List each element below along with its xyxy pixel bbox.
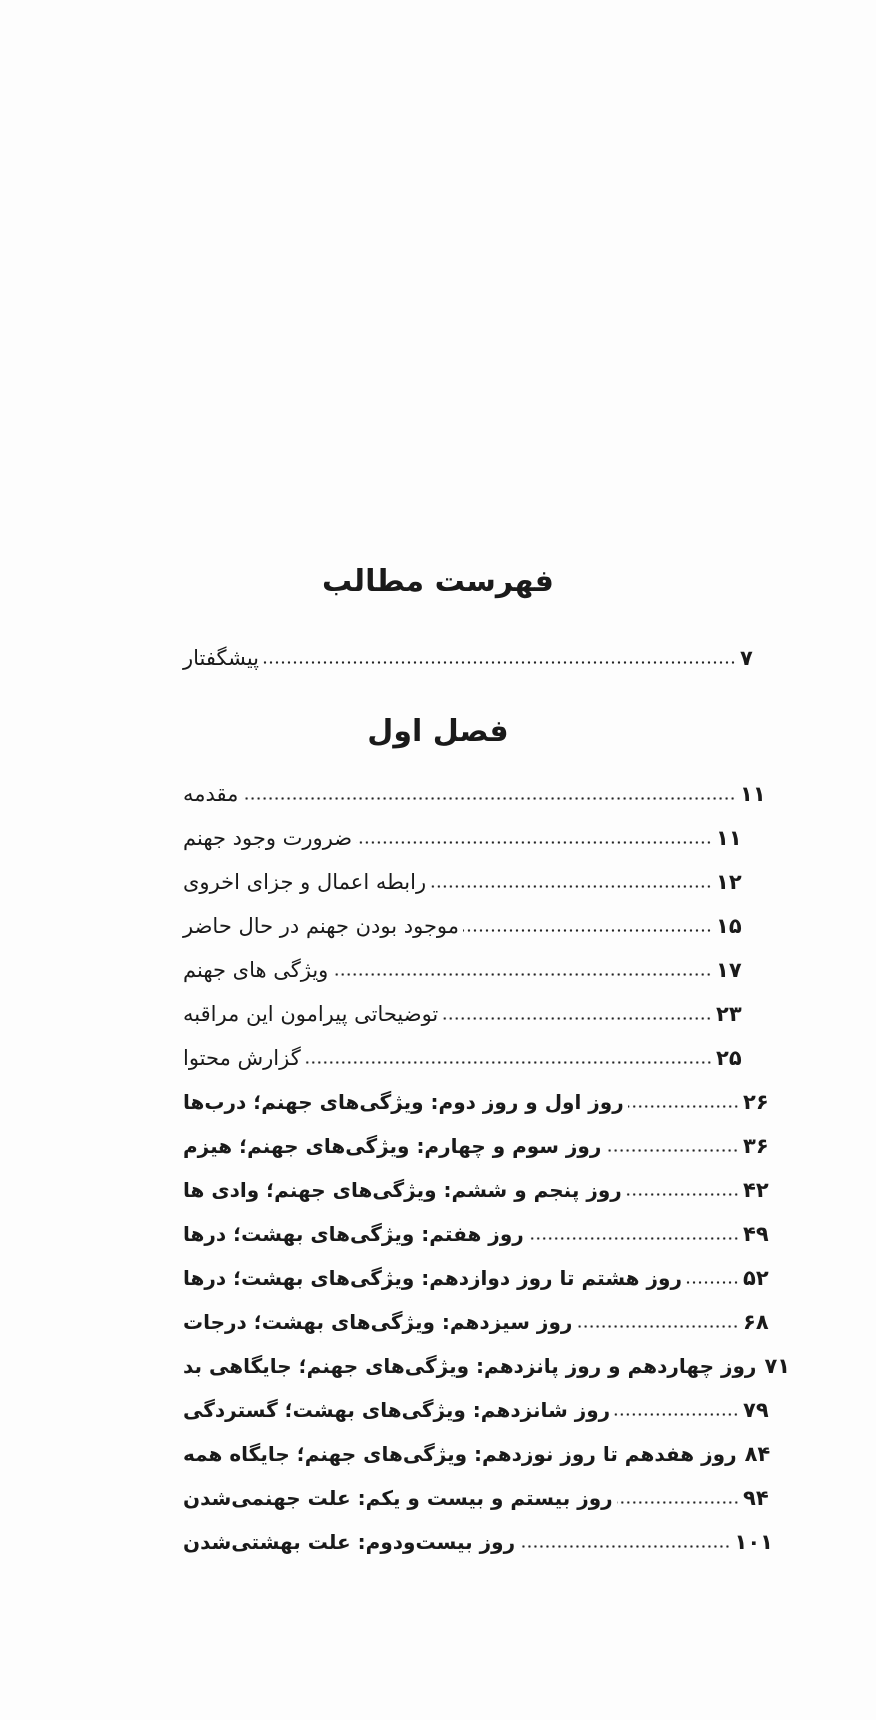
entry-page: ۳۶ xyxy=(743,1134,769,1158)
leader-dots xyxy=(576,1325,739,1328)
entry-label: روز سوم و چهارم: ویژگی‌های جهنم؛ هیزم xyxy=(183,1134,602,1158)
entry-page: ۱۷ xyxy=(716,958,742,982)
leader-dots xyxy=(332,973,712,976)
toc-entry xyxy=(0,1256,876,1300)
entry-label: رابطه اعمال و جزای اخروی xyxy=(183,870,427,894)
toc-entry xyxy=(0,1168,876,1212)
entry-label: روز هشتم تا روز دوازدهم: ویژگی‌های بهشت؛ درها xyxy=(183,1266,682,1290)
toc-entry xyxy=(0,1476,876,1520)
entry-page: ۵۲ xyxy=(743,1266,769,1290)
toc-entry xyxy=(0,992,876,1036)
leader-dots xyxy=(617,1501,739,1504)
toc-entry xyxy=(0,1036,876,1080)
entry-page: ۹۴ xyxy=(743,1486,769,1510)
entry-label: مقدمه xyxy=(183,782,239,806)
toc-entry xyxy=(0,904,876,948)
entry-label: روز هفدهم تا روز نوزدهم: ویژگی‌های جهنم؛ جایگاه همه xyxy=(183,1442,737,1466)
toc-entry xyxy=(0,1344,876,1388)
entry-label: روز سیزدهم: ویژگی‌های بهشت؛ درجات xyxy=(183,1310,573,1334)
leader-dots xyxy=(686,1281,739,1284)
entry-label: توضیحاتی پیرامون این مراقبه xyxy=(183,1002,439,1026)
entry-label: گزارش محتوا xyxy=(183,1046,301,1070)
entry-label: روز چهاردهم و روز پانزدهم: ویژگی‌های جهنم؛ جایگاهی بد xyxy=(183,1354,757,1378)
entry-page: ۲۵ xyxy=(716,1046,742,1070)
leader-dots xyxy=(614,1413,739,1416)
leader-dots xyxy=(305,1061,712,1064)
entry-label: روز بیستم و بیست و یکم: علت جهنمی‌شدن xyxy=(183,1486,613,1510)
leader-dots xyxy=(263,661,736,664)
leader-dots xyxy=(356,841,712,844)
entry-label: روز پنجم و ششم: ویژگی‌های جهنم؛ وادی ها xyxy=(183,1178,622,1202)
entry-page: ۲۶ xyxy=(743,1090,769,1114)
toc-entry-preface xyxy=(0,636,876,680)
entry-label: پیشگفتار xyxy=(183,646,260,670)
entry-label: روز اول و روز دوم: ویژگی‌های جهنم؛ درب‌ها xyxy=(183,1090,624,1114)
entry-page: ۱۰۱ xyxy=(734,1530,773,1554)
leader-dots xyxy=(626,1193,739,1196)
section-title: فصل اول xyxy=(367,714,509,749)
entry-label: روز هفتم: ویژگی‌های بهشت؛ درها xyxy=(183,1222,524,1246)
entry-page: ۱۲ xyxy=(716,870,742,894)
leader-dots xyxy=(430,885,712,888)
toc-entry xyxy=(0,1212,876,1256)
entry-label: روز بیست‌ودوم: علت بهشتی‌شدن xyxy=(183,1530,516,1554)
toc-entry xyxy=(0,772,876,816)
entry-page: ۲۳ xyxy=(716,1002,742,1026)
leader-dots xyxy=(242,797,736,800)
toc-entry xyxy=(0,1520,876,1564)
entry-page: ۱۱ xyxy=(716,826,742,850)
leader-dots xyxy=(528,1237,739,1240)
toc-entry xyxy=(0,816,876,860)
toc-entry xyxy=(0,1432,876,1476)
entry-page: ۱۱ xyxy=(740,782,766,806)
leader-dots xyxy=(442,1017,712,1020)
leader-dots xyxy=(628,1105,739,1108)
leader-dots xyxy=(605,1149,739,1152)
entry-page: ۱۵ xyxy=(716,914,742,938)
toc-entry xyxy=(0,948,876,992)
entry-page: ۷۱ xyxy=(764,1354,791,1378)
entry-page: ۷ xyxy=(740,646,753,670)
entry-label: موجود بودن جهنم در حال حاضر xyxy=(183,914,460,938)
toc-entry xyxy=(0,1080,876,1124)
leader-dots xyxy=(463,929,712,932)
entry-label: ویژگی های جهنم xyxy=(183,958,329,982)
entry-page: ۸۴ xyxy=(744,1442,771,1466)
entry-page: ۴۲ xyxy=(743,1178,769,1202)
toc-entry xyxy=(0,1300,876,1344)
leader-dots xyxy=(519,1545,730,1548)
entry-page: ۷۹ xyxy=(743,1398,769,1422)
toc-entry xyxy=(0,860,876,904)
entry-page: ۶۸ xyxy=(743,1310,769,1334)
entry-page: ۴۹ xyxy=(743,1222,769,1246)
toc-entry xyxy=(0,1388,876,1432)
toc-entry xyxy=(0,1124,876,1168)
entry-label: روز شانزدهم: ویژگی‌های بهشت؛ گستردگی xyxy=(183,1398,611,1422)
entry-label: ضرورت وجود جهنم xyxy=(183,826,353,850)
toc-title: فهرست مطالب xyxy=(322,564,554,599)
